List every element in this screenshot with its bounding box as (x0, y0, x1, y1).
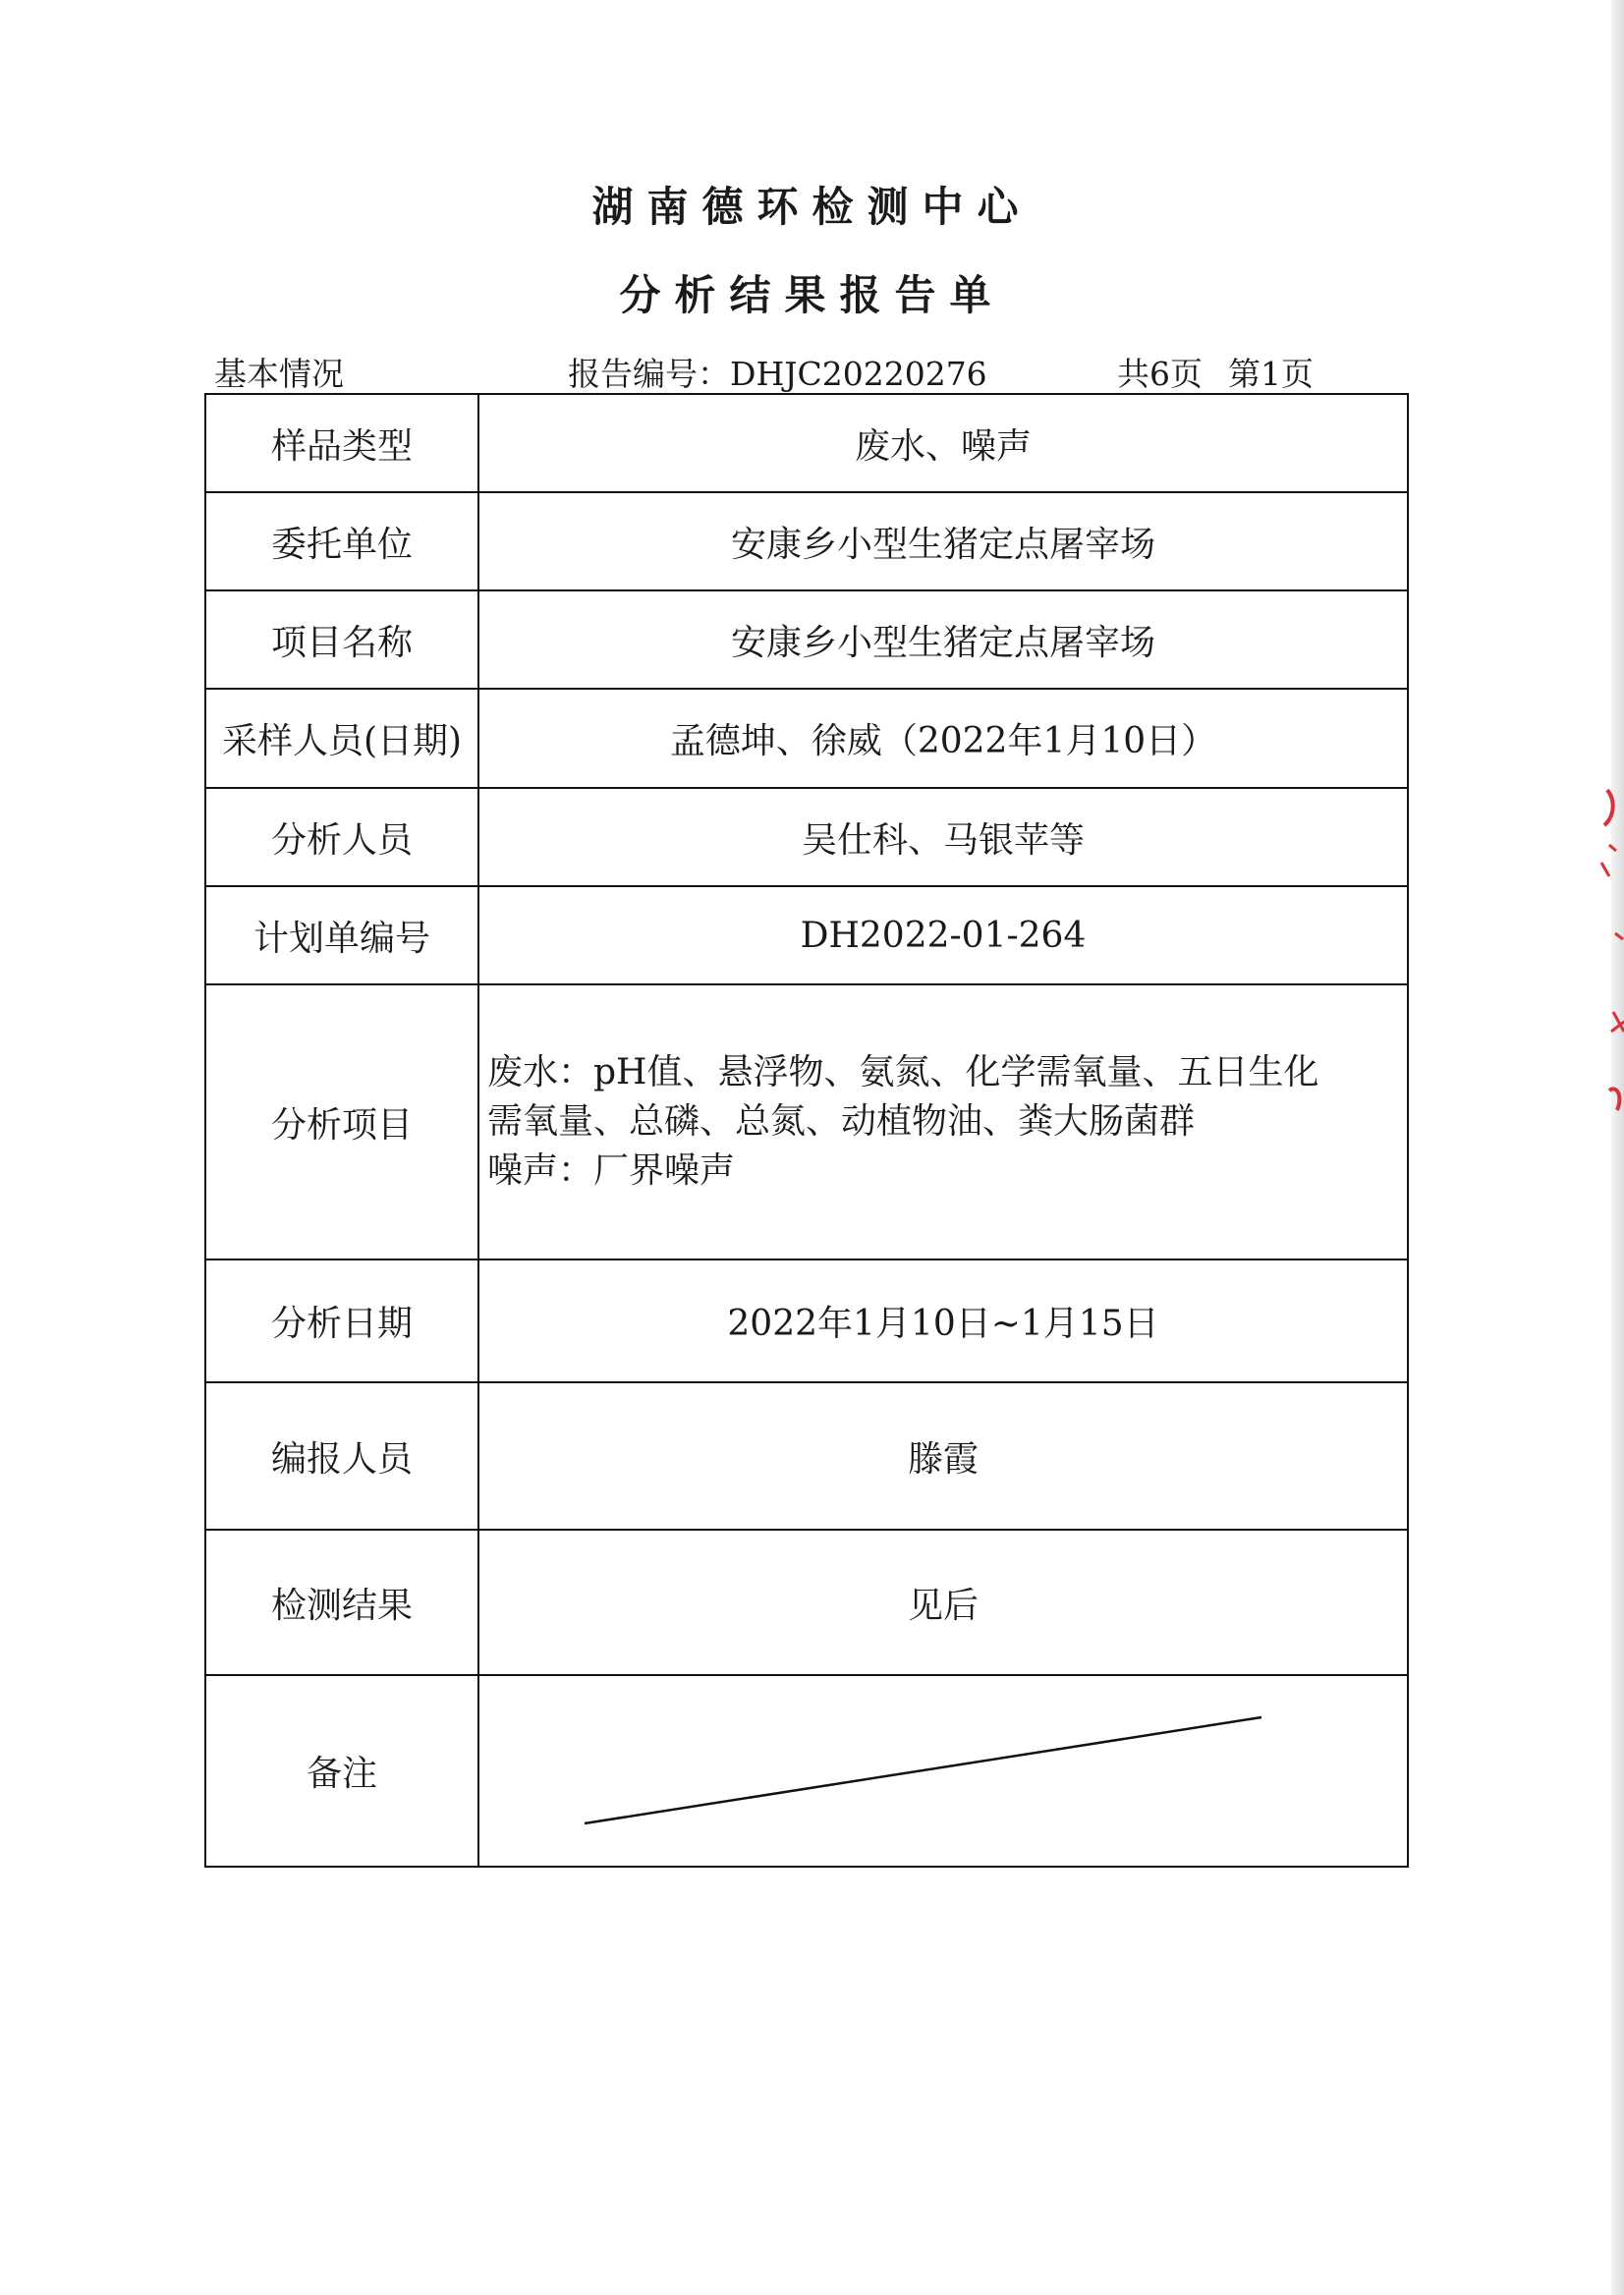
table-row (205, 1530, 1408, 1675)
table-row (205, 886, 1408, 984)
row-label: 分析人员 (205, 788, 478, 886)
table-row (205, 689, 1408, 788)
row-label: 委托单位 (205, 492, 478, 590)
row-label: 采样人员(日期) (205, 689, 478, 788)
row-label: 编报人员 (205, 1382, 478, 1530)
row-label: 分析项目 (205, 984, 478, 1259)
analysis-items-line: 噪声：厂界噪声 (487, 1150, 736, 1191)
row-value: 吴仕科、马银苹等 (478, 788, 1408, 886)
table-row (205, 788, 1408, 886)
table-row (205, 984, 1408, 1259)
row-value: 见后 (478, 1530, 1408, 1675)
table-row (205, 1382, 1408, 1530)
remark-cell (478, 1675, 1408, 1867)
table-row (205, 394, 1408, 492)
row-value: 滕霞 (478, 1382, 1408, 1530)
row-label: 检测结果 (205, 1530, 478, 1675)
report-number: 报告编号：DHJC20220276 (568, 355, 987, 393)
row-label: 项目名称 (205, 590, 478, 689)
page-info (1117, 349, 1314, 395)
row-label: 计划单编号 (205, 886, 478, 984)
row-value: DH2022-01-264 (478, 886, 1408, 984)
row-label: 备注 (205, 1675, 478, 1867)
table-row (205, 492, 1408, 590)
table-row (205, 1675, 1408, 1867)
table-row (205, 590, 1408, 689)
row-value: 孟德坤、徐威（2022年1月10日） (478, 689, 1408, 788)
total-pages: 共6页 (1117, 355, 1203, 393)
row-value: 废水、噪声 (478, 394, 1408, 492)
page-edge-shadow (1611, 0, 1624, 2295)
analysis-items-line: 废水：pH值、悬浮物、氨氮、化学需氧量、五日生化 (487, 1052, 1319, 1092)
row-value: 2022年1月10日~1月15日 (478, 1259, 1408, 1382)
row-value: 安康乡小型生猪定点屠宰场 (478, 590, 1408, 689)
red-seal-edge (1572, 786, 1624, 1120)
org-name: 湖南德环检测中心 (591, 183, 1033, 231)
analysis-items-line: 需氧量、总磷、总氮、动植物油、粪大肠菌群 (487, 1101, 1196, 1142)
table-row (205, 1259, 1408, 1382)
row-value: 安康乡小型生猪定点屠宰场 (478, 492, 1408, 590)
page-number: 第1页 (1228, 355, 1314, 393)
basic-info-label: 基本情况 (214, 355, 344, 393)
document-title: 分析结果报告单 (619, 271, 1005, 319)
report-table (204, 393, 1409, 1868)
analysis-items (478, 984, 1408, 1259)
row-label: 分析日期 (205, 1259, 478, 1382)
row-label: 样品类型 (205, 394, 478, 492)
remark-strike-line (479, 1676, 1408, 1867)
